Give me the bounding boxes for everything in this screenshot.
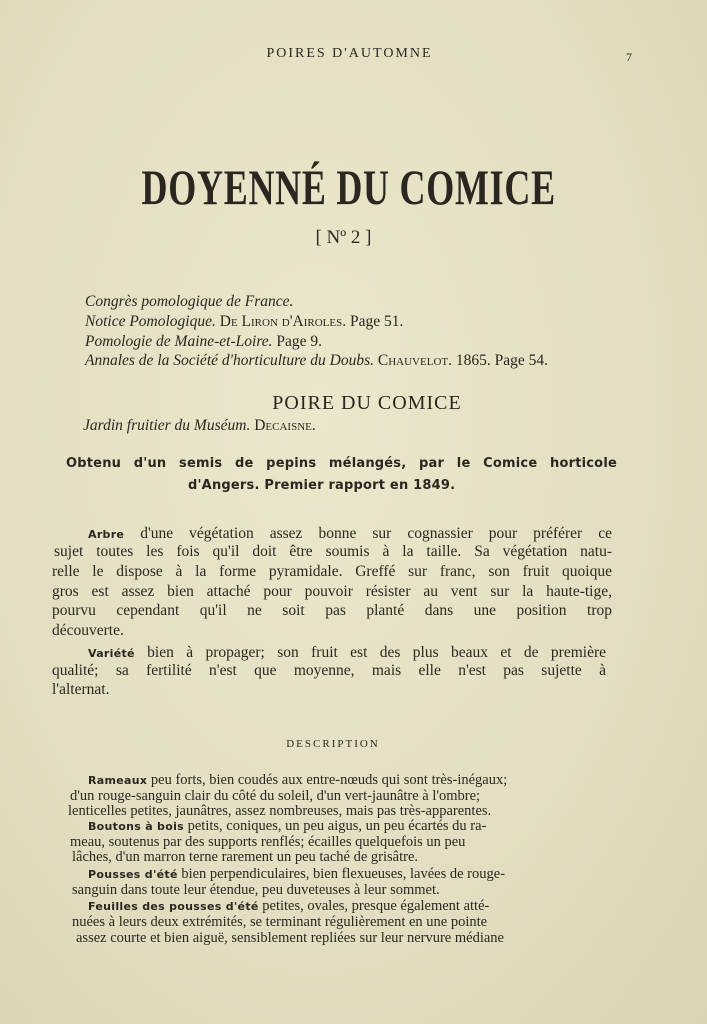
text-segment: assez courte et bien aiguë, sensiblement repliées sur leur nervure médiane	[76, 930, 504, 946]
text-segment: Chauvelot	[377, 352, 449, 369]
paragraph-line	[52, 602, 612, 620]
origin-line: d'Angers. Premier rapport en 1849.	[188, 478, 456, 493]
lead-term: Variété	[88, 647, 135, 660]
text-segment: l'alternat.	[52, 681, 110, 698]
text-segment: petits, coniques, un peu aigus, un peu écartés du ra-	[184, 818, 487, 834]
text-segment: Pomologie de Maine-et-Loire.	[85, 333, 277, 350]
description-line	[76, 930, 584, 946]
description-line	[88, 866, 585, 882]
paragraph-line	[52, 563, 612, 581]
text-segment: Notice Pomologique.	[85, 313, 220, 330]
text-segment: sujet toutes les fois qu'il doit être soumis à la taille. Sa végétation natu-	[54, 543, 612, 560]
paragraph-line	[54, 543, 612, 561]
paragraph-line	[52, 662, 606, 680]
origin-line: Obtenu d'un semis de pepins mélangés, par le Comice horticole	[66, 456, 617, 471]
lead-term: Rameaux	[88, 774, 148, 787]
text-segment: nuées à leurs deux extrémités, se terminant régulièrement en une pointe	[72, 914, 488, 930]
reference-line	[85, 293, 293, 311]
synonym-reference-line	[83, 417, 316, 435]
text-segment: bien perpendiculaires, bien flexueuses, lavées de rouge-	[177, 866, 506, 882]
description-line	[88, 898, 584, 914]
running-title-text: POIRES D'AUTOMNE	[266, 46, 433, 61]
text-segment: .	[311, 417, 316, 434]
text-segment: peu forts, bien coudés aux entre-nœuds qui sont très-inégaux;	[147, 772, 508, 788]
text-segment: Page 9.	[276, 333, 323, 350]
paragraph-line	[88, 644, 606, 662]
description-line	[72, 914, 584, 930]
synonym-title: POIRE DU COMICE	[272, 392, 462, 414]
text-segment: relle le dispose à la forme pyramidale. Greffé sur franc, son fruit quoique	[52, 563, 612, 580]
text-segment: lenticelles petites, jaunâtres, assez nombreuses, mais pas très-apparentes.	[68, 803, 492, 819]
description-line	[70, 834, 590, 850]
text-segment: découverte.	[52, 622, 124, 639]
text-segment: sanguin dans toute leur étendue, peu duveteuses à leur sommet.	[72, 882, 440, 898]
description-heading: DESCRIPTION	[286, 738, 380, 750]
text-segment: lâches, d'un marron terne rarement un peu taché de grisâtre.	[72, 849, 419, 865]
text-segment: . 1865. Page 54.	[448, 352, 548, 369]
text-segment: Annales de la Société d'horticulture du Doubs.	[85, 352, 378, 369]
description-line	[70, 788, 594, 804]
text-segment: d'une végétation assez bonne sur cognassier pour préférer ce	[124, 525, 612, 542]
entry-number	[0, 227, 707, 249]
description-line	[88, 772, 595, 788]
reference-line	[85, 313, 403, 331]
page-title	[0, 158, 707, 216]
text-segment: gros est assez bien attaché pour pouvoir résister au vent sur la haute-tige,	[52, 583, 612, 600]
text-segment: De Liron d'Airoles	[219, 313, 343, 330]
paragraph-line	[88, 525, 612, 543]
text-segment: Congrès pomologique de France.	[85, 293, 294, 310]
paragraph-line	[52, 583, 612, 601]
page-number: 7	[626, 50, 632, 64]
text-segment: bien à propager; son fruit est des plus beaux et de première	[134, 644, 606, 661]
lead-term: Pousses d'été	[88, 868, 178, 881]
page-title-text: DOYENNÉ DU COMICE	[141, 159, 556, 215]
reference-line	[85, 333, 322, 351]
text-segment: petites, ovales, presque également atté-	[258, 898, 490, 914]
text-segment: pourvu cependant qu'il ne soit pas planté dans une position trop	[52, 602, 612, 619]
lead-term: Arbre	[88, 528, 125, 541]
paragraph-line	[52, 681, 109, 699]
text-segment: Jardin fruitier du Muséum.	[83, 417, 255, 434]
paragraph-line	[52, 622, 124, 640]
running-title	[0, 46, 707, 62]
description-line	[88, 818, 592, 834]
entry-number-text: [ Nº 2 ]	[315, 227, 372, 248]
description-line	[68, 803, 592, 819]
text-segment: qualité; sa fertilité n'est que moyenne, mais elle n'est pas sujette à	[52, 662, 606, 679]
lead-term: Boutons à bois	[88, 820, 184, 833]
lead-term: Feuilles des pousses d'été	[88, 900, 259, 913]
text-segment: meau, soutenus par des supports renflés; écailles quelquefois un peu	[70, 834, 466, 850]
text-segment: d'un rouge-sanguin clair du côté du soleil, d'un vert-jaunâtre à l'ombre;	[70, 788, 481, 804]
reference-line	[85, 352, 548, 370]
text-segment: . Page 51.	[342, 313, 404, 330]
description-line	[72, 849, 590, 865]
description-line	[72, 882, 582, 898]
text-segment: Decaisne	[254, 417, 312, 434]
